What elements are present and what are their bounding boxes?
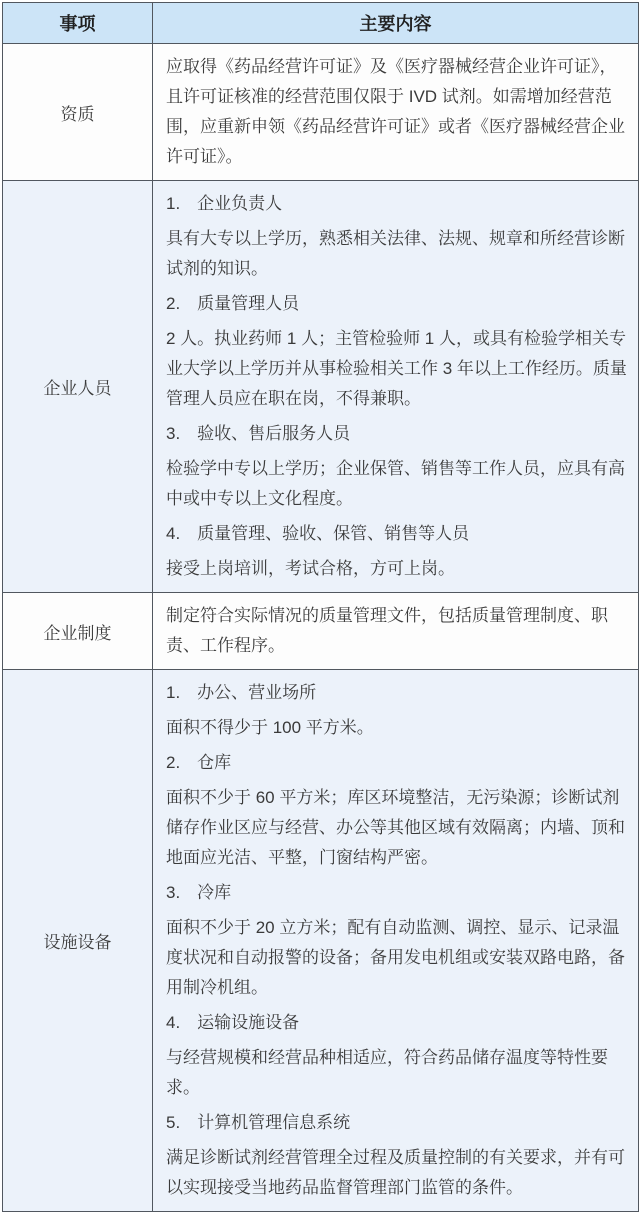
- content-paragraph: 接受上岗培训，考试合格，方可上岗。: [166, 559, 455, 578]
- content-paragraph: 4. 运输设施设备: [166, 1013, 300, 1032]
- item-cell: 企业制度: [3, 593, 153, 670]
- content-paragraph: 2 人。执业药师 1 人；主管检验师 1 人，或具有检验学相关专业大学以上学历并从事检验相关工作 3 年以上工作经历。质量管理人员应在职在岗，不得兼职。: [166, 329, 627, 408]
- table-body: [3, 44, 639, 1212]
- content-paragraph: 制定符合实际情况的质量管理文件，包括质量管理制度、职责、工作程序。: [166, 606, 608, 655]
- item-cell: 设施设备: [3, 670, 153, 1212]
- content-paragraph: 检验学中专以上学历；企业保管、销售等工作人员，应具有高中或中专以上文化程度。: [166, 459, 625, 508]
- content-paragraph: 4. 质量管理、验收、保管、销售等人员: [166, 524, 470, 543]
- table-row: [3, 181, 639, 593]
- content-paragraph: 满足诊断试剂经营管理全过程及质量控制的有关要求，并有可以实现接受当地药品监督管理部门监管的条件。: [166, 1148, 625, 1197]
- content-cell: [153, 44, 639, 181]
- requirements-table: [2, 2, 639, 1212]
- content-cell: [153, 181, 639, 593]
- item-cell: 资质: [3, 44, 153, 181]
- content-paragraph: 面积不得少于 100 平方米。: [166, 718, 374, 737]
- content-paragraph: 1. 办公、营业场所: [166, 683, 317, 702]
- table-row: [3, 44, 639, 181]
- header-row: [3, 3, 639, 44]
- content-paragraph: 与经营规模和经营品种相适应，符合药品储存温度等特性要求。: [166, 1048, 608, 1097]
- content-paragraph: 3. 验收、售后服务人员: [166, 424, 351, 443]
- content-paragraph: 具有大专以上学历，熟悉相关法律、法规、规章和所经营诊断试剂的知识。: [166, 229, 625, 278]
- content-paragraph: 3. 冷库: [166, 883, 232, 902]
- content-paragraph: 面积不少于 20 立方米；配有自动监测、调控、显示、记录温度状况和自动报警的设备；备用发电机组或安装双路电路，备用制冷机组。: [166, 918, 625, 997]
- content-paragraph: 1. 企业负责人: [166, 194, 283, 213]
- content-paragraph: 5. 计算机管理信息系统: [166, 1113, 351, 1132]
- content-paragraph: 2. 仓库: [166, 753, 232, 772]
- content-paragraph: 应取得《药品经营许可证》及《医疗器械经营企业许可证》，且许可证核准的经营范围仅限于 IVD 试剂。如需增加经营范围，应重新申领《药品经营许可证》或者《医疗器械经营企业许可证》。: [166, 57, 625, 166]
- item-cell: 企业人员: [3, 181, 153, 593]
- header-cell-content: 主要内容: [153, 3, 639, 44]
- content-paragraph: 2. 质量管理人员: [166, 294, 300, 313]
- content-paragraph: 面积不少于 60 平方米；库区环境整洁，无污染源；诊断试剂储存作业区应与经营、办公等其他区域有效隔离；内墙、顶和地面应光洁、平整，门窗结构严密。: [166, 788, 625, 867]
- header-cell-item: 事项: [3, 3, 153, 44]
- content-cell: [153, 670, 639, 1212]
- table-row: [3, 593, 639, 670]
- table-row: [3, 670, 639, 1212]
- content-cell: [153, 593, 639, 670]
